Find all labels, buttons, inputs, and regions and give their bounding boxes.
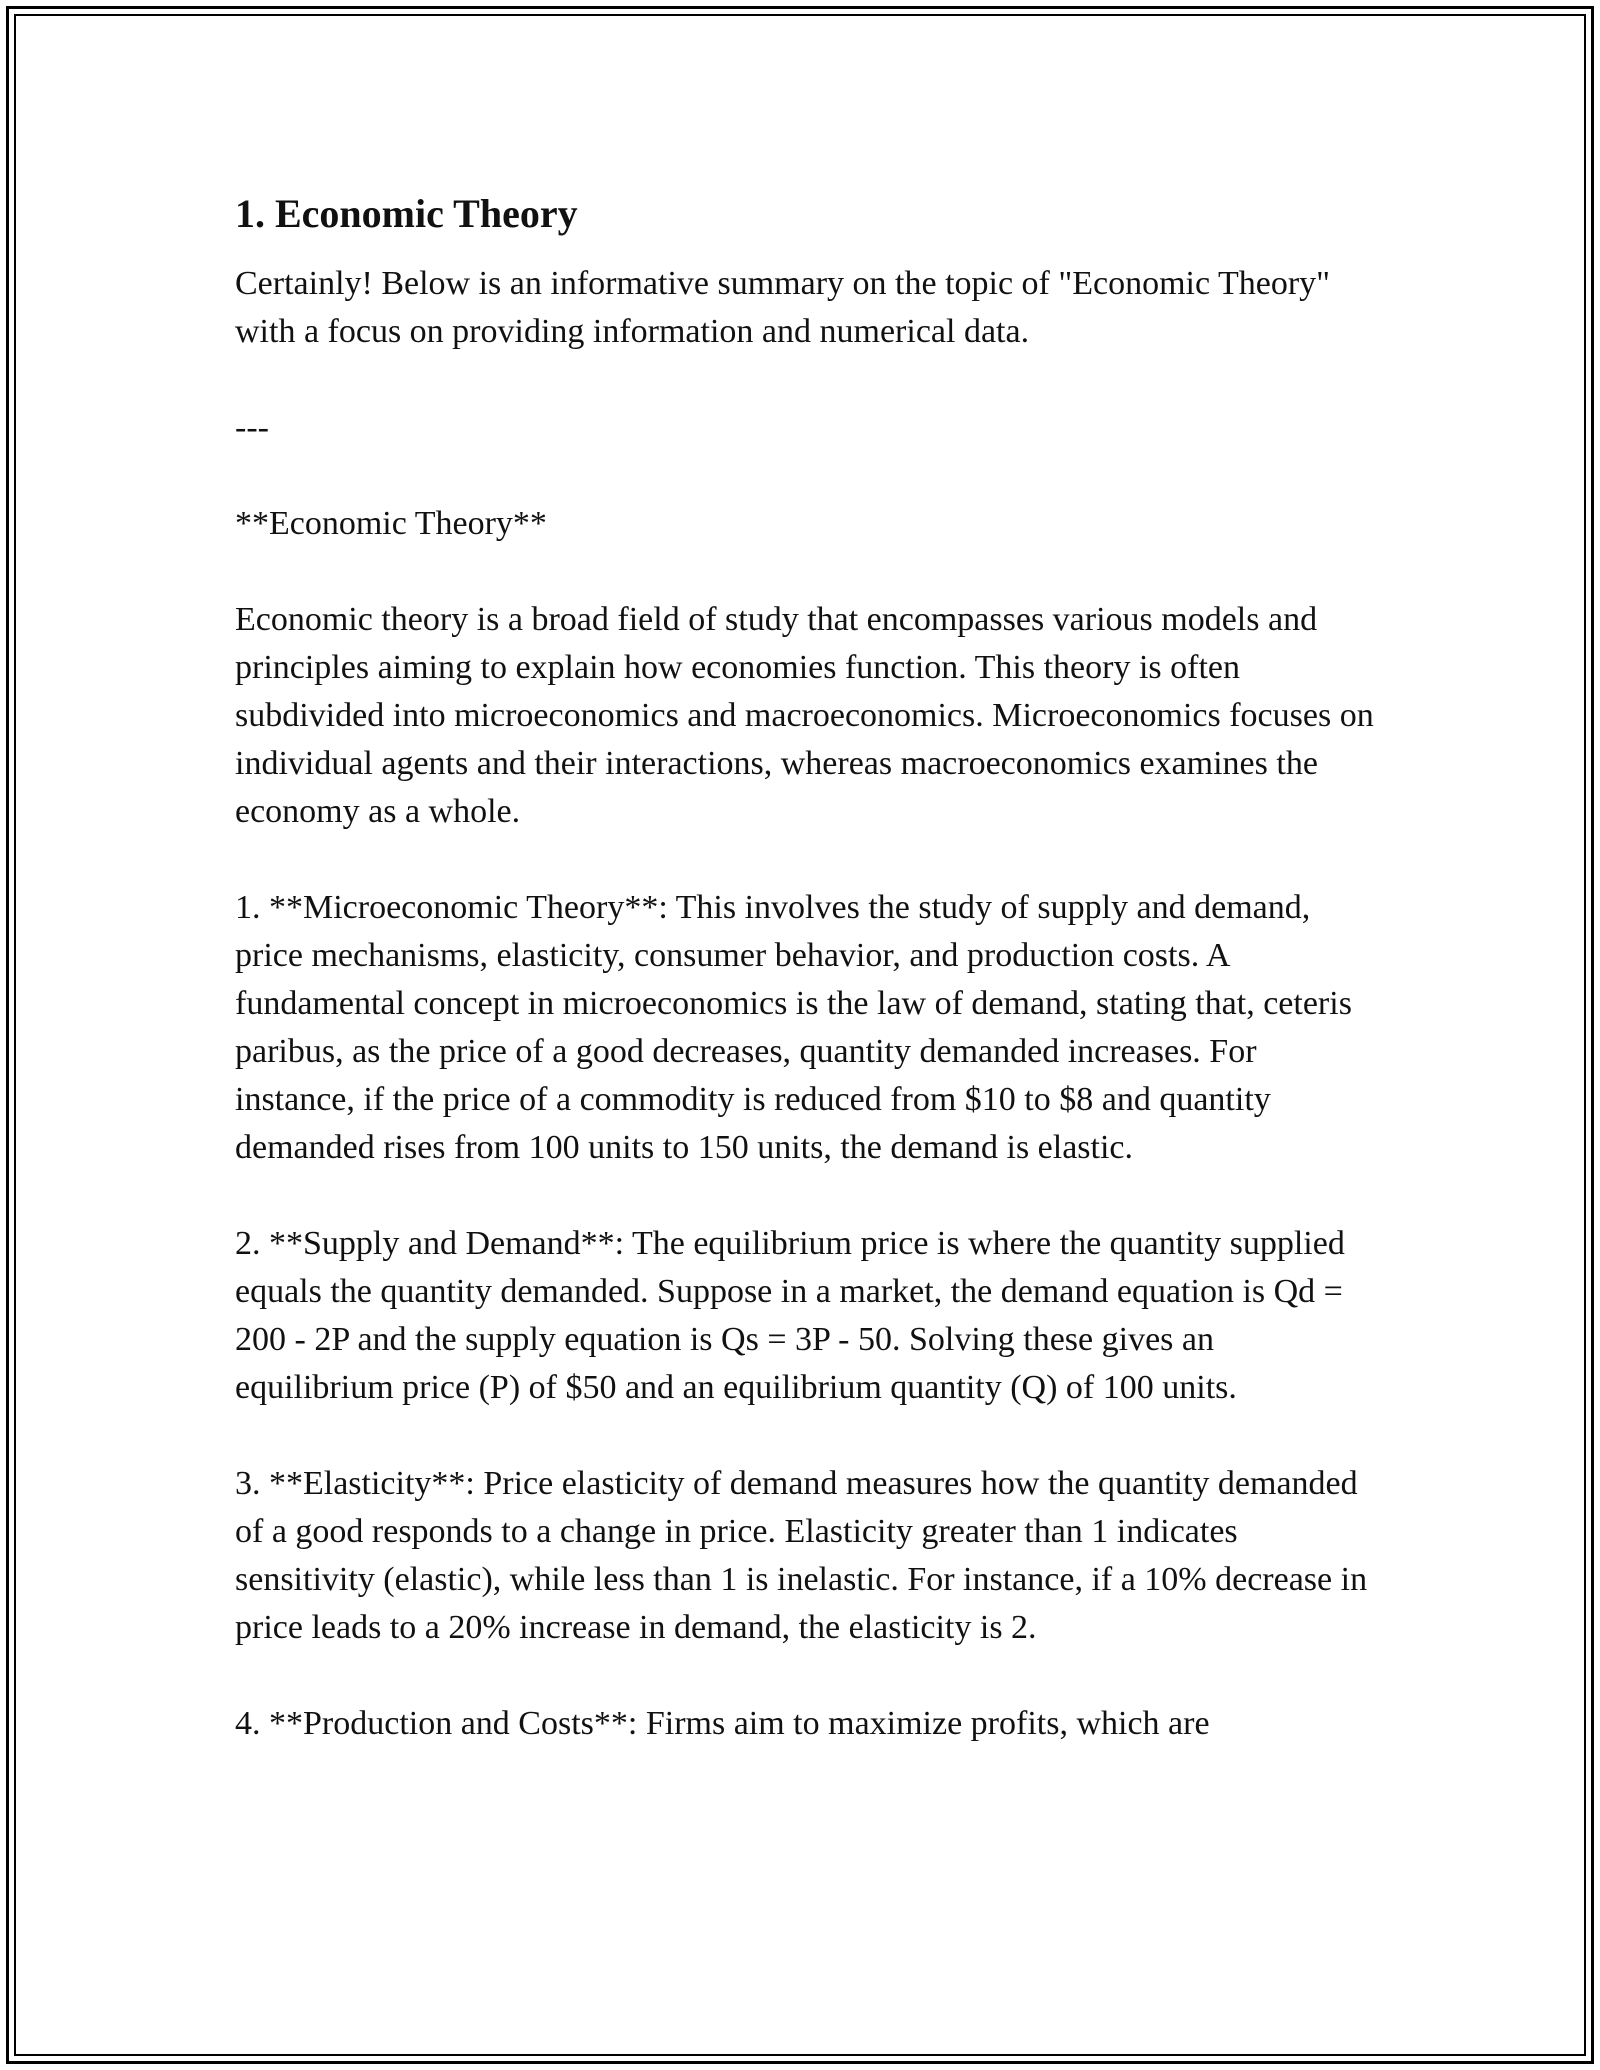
section-heading: 1. Economic Theory [235, 191, 578, 236]
separator-line: --- [235, 409, 269, 446]
microeconomic-paragraph: 1. **Microeconomic Theory**: This involves the study of supply and demand, price mechanisms, elasticity, consumer behavior, and production costs. A fundamental concept in microeconomics is the law of demand, stating that, ceteris paribus, as the price of a good decreases, quantity demanded increases. For instance, if the price of a commodity is reduced from $10 to $8 and quantity demanded rises from 100 units to 150 units, the demand is elastic. [235, 889, 1352, 1166]
subheading-paragraph: **Economic Theory** [235, 505, 547, 542]
elasticity-paragraph: 3. **Elasticity**: Price elasticity of demand measures how the quantity demanded of a good responds to a change in price. Elasticity greater than 1 indicates sensitivity (elastic), while less than 1 is inelastic. For instance, if a 10% decrease in price leads to a 20% increase in demand, the elasticity is 2. [235, 1465, 1368, 1646]
production-costs-paragraph: 4. **Production and Costs**: Firms aim to maximize profits, which are [235, 1705, 1210, 1742]
overview-paragraph: Economic theory is a broad field of study that encompasses various models and principles aiming to explain how economies function. This theory is often subdivided into microeconomics and macroeconomics. Microeconomics focuses on individual agents and their interactions, whereas macroeconomics examines the economy as a whole. [235, 601, 1374, 830]
document-body [235, 180, 1375, 1796]
supply-demand-paragraph: 2. **Supply and Demand**: The equilibrium price is where the quantity supplied equals the quantity demanded. Suppose in a market, the demand equation is Qd = 200 - 2P and the supply equation is Qs = 3P - 50. Solving these gives an equilibrium price (P) of $50 and an equilibrium quantity (Q) of 100 units. [235, 1225, 1345, 1406]
intro-paragraph: Certainly! Below is an informative summary on the topic of "Economic Theory" with a focus on providing information and numerical data. [235, 265, 1331, 350]
